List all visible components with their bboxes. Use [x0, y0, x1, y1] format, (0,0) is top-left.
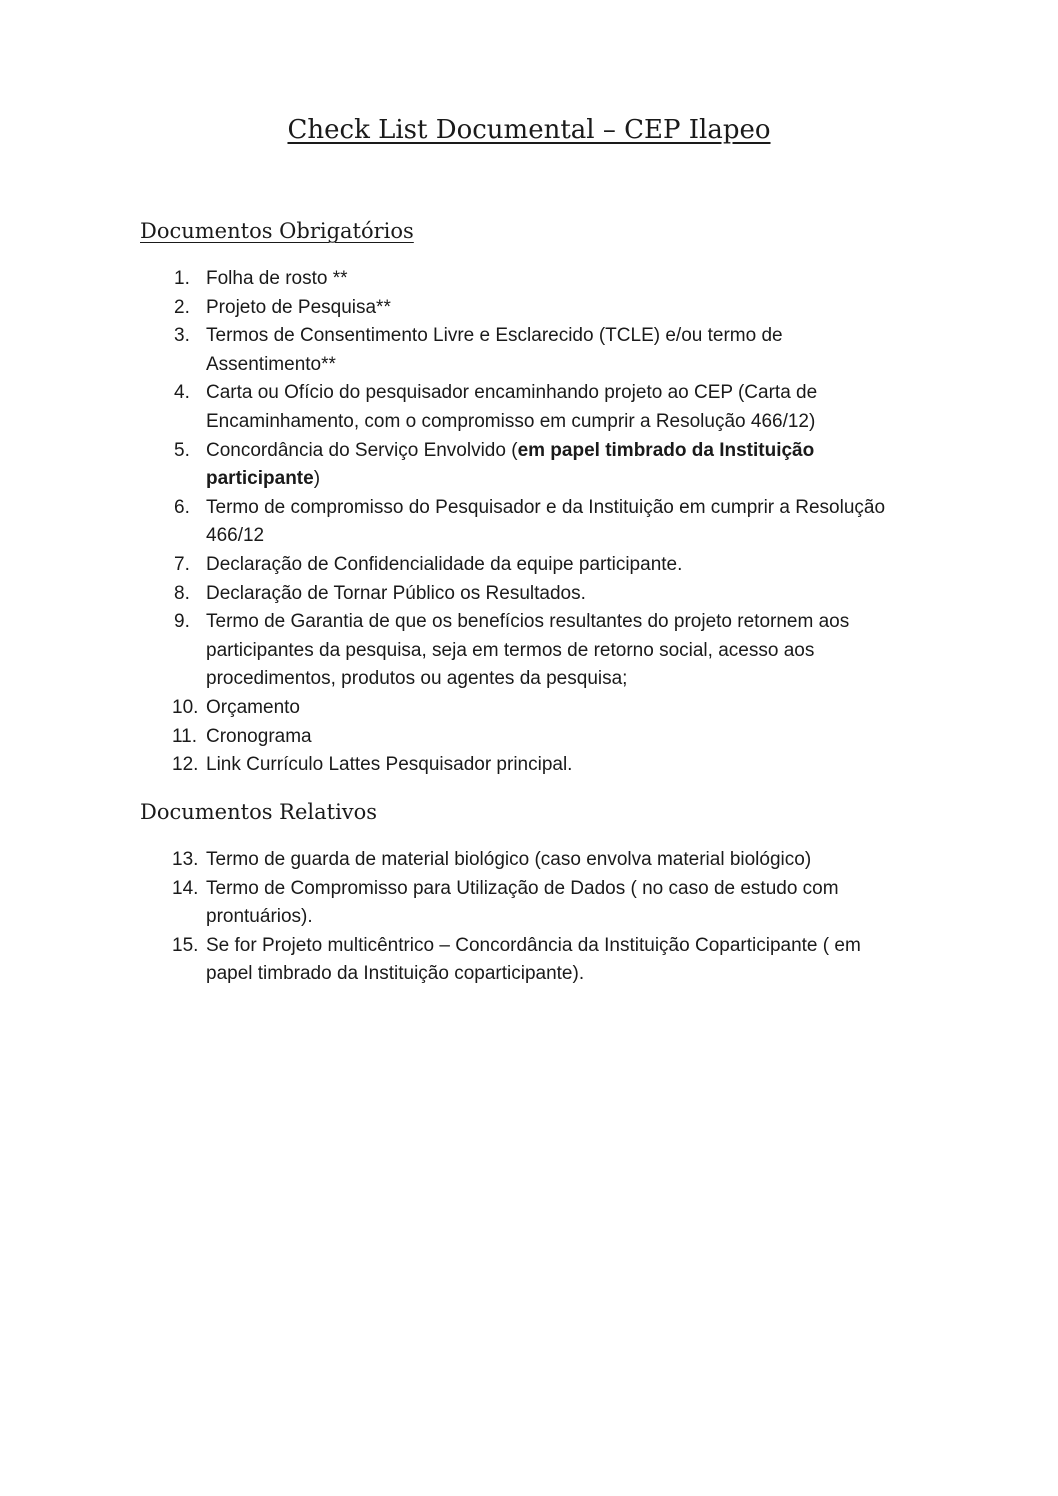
list-item: 13. Termo de guarda de material biológico (caso envolva material biológico) — [172, 849, 812, 870]
list-item: 6. Termo de compromisso do Pesquisador e da Instituição em cumprir a Resolução 466/12 — [174, 496, 886, 547]
list-item: 7. Declaração de Confidencialidade da equipe participante. — [174, 553, 683, 575]
section-heading-obrigatorios: Documentos Obrigatórios — [140, 219, 414, 243]
list-item: 1. Folha de rosto ** — [174, 268, 348, 289]
list-item: 15. Se for Projeto multicêntrico – Concordância da Instituição Coparticipante ( em papel timbrado da Instituição coparticipante). — [172, 934, 861, 985]
section-heading-relativos: Documentos Relativos — [140, 800, 378, 824]
list-item: 5. Concordância do Serviço Envolvido (em papel timbrado da Instituição participante) — [174, 439, 815, 490]
list-item: 8. Declaração de Tornar Público os Resultados. — [174, 582, 586, 604]
list-item: 9. Termo de Garantia de que os benefícios resultantes do projeto retornem aos participantes da pesquisa, seja em termos de retorno social, acesso aos procedimentos, produtos ou agentes da pesquisa; — [174, 611, 850, 690]
list-item: 2. Projeto de Pesquisa** — [174, 296, 391, 318]
document-title: Check List Documental – CEP Ilapeo — [287, 115, 771, 145]
list-item: 12. Link Currículo Lattes Pesquisador principal. — [172, 754, 573, 776]
list-item: 11. Cronograma — [172, 725, 312, 747]
list-item: 10. Orçamento — [172, 696, 300, 718]
list-item: 14. Termo de Compromisso para Utilização de Dados ( no caso de estudo com prontuários). — [172, 877, 839, 928]
list-item: 3. Termos de Consentimento Livre e Esclarecido (TCLE) e/ou termo de Assentimento** — [174, 325, 783, 375]
list-relativos — [0, 846, 1058, 989]
bold-emphasis: em papel timbrado da Instituição participante — [206, 439, 815, 490]
list-obrigatorios — [0, 265, 1058, 780]
list-item: 4. Carta ou Ofício do pesquisador encaminhando projeto ao CEP (Carta de Encaminhamento, com o compromisso em cumprir a Resolução 466/12) — [174, 382, 818, 432]
